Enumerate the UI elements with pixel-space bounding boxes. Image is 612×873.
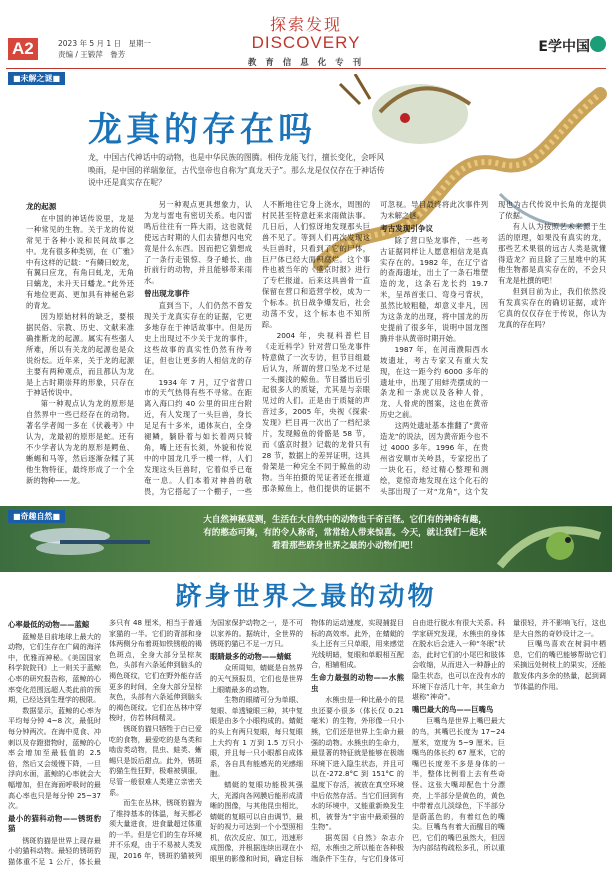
header-divider (6, 68, 606, 69)
section-heading: 考古发现引争议 (380, 223, 434, 233)
paragraph: 生物的眼睛可分为单眼、复眼、单透镜眼三种，其中复眼是由多个小眼构成的。蜻蜓的头上有两只复眼，每只复眼上大约有 1 万到 1.5 万只小眼，并且每一只小眼都自成体系，各自具有能感光的光感细胞。 (210, 695, 303, 779)
issue-editors: 责编 / 王锻萍 鲁芳 (58, 50, 126, 59)
paragraph: 但到目前为止，我们依然没有发真实存在的确切证据，或许它真的仅仅存在于传说，你认为龙真的存在吗？ (498, 287, 606, 329)
paragraph: 而生在丛林，锈斑豹猫为了维持基本的体温，每天都必须大量进食，进食量超过体重的一半。但是它们的生存环境并不乐观，由于不易被人类发现，2016 年，锈斑豹猫被列为国家保护动物之一，是不可以家养的。据统计，全世界的锈斑豹猫已不足一万只。 (109, 618, 303, 861)
paragraph: 巨嘴鸟喜欢在树洞中栖息，它们的嘴巴能够帮助它们采摘远处树枝上的果实，还能散发体内多余的热量，起到调节体温的作用。 (513, 639, 606, 691)
paragraph: 锈斑豹猫只牺牲于白已爱吃的食物，最爱吃的是鸟类和啮齿类动物，昆虫、蛙类、蜥蜴只是饭后甜点。此外，锈斑豹猫生性狂野，极难被驯服，尽管一般很难人类建立亲密关系。 (109, 723, 202, 797)
section-heading: 最小的猫科动物——锈斑豹猫 (8, 813, 101, 834)
paragraph: 蓝鲸是目前地球上最大的动物，它们生存在广阔的海洋中，优雅而神秘。《美国国家科学院院刊》上一则关于蓝鲸心率的研究报告称，蓝鲸的心率变化范围远超人类此前的预期，已经达到生理学的极限。 (8, 631, 101, 705)
paragraph: 蜻蜓的复眼功能极其强大，光源向各网膜后能形成清晰的图像，与其他昆虫相比，蜻蜓的复眼可以自由调节，最好的视力可达到一个小型照相机，依次反应、加工，迅速形成图像，并根据连续出现在小眼里的影像和时间，确定目标物体的运动速度，实现捕捉目标的高效率。此外，在蜻蜓的头上还有三只单眼，用来感觉光线明暗，复眼和单眼相互配合，相辅相成。 (210, 618, 404, 864)
paragraph: 这两处遗址基本推翻了“黄帝造龙”的说法，因为黄帝距今也不过 4000 多年。1996 年，在贵州省安顺市关岭县，专家挖出了一块化石，经过精心整理和测绘，竟惊奇地发现在这个化石的头部出现了一对“龙角”，这个发现也为古代传说中长角的龙提供了依据。 (380, 200, 606, 496)
paragraph: 1934 年 7 月，辽宁省营口市的天气热得有些不寻常。在距离入海口约 40 公里的田庄台附近，有人发现了一头巨兽，身长足足有十多米，通体灰白，全身褪鳞，躺卧着与如长着两只犄角，嘴上还有长须，外貌和传说中的中国龙几乎一模一样，人们发现这头巨兽时，它着似乎已奄奄一息。人们本着对神兽的敬畏，为它搭起了一个棚子，一些人不断地往它身上浇水，周围的村民甚至特意赶来求雨做法事。几日后，人们惊讶地发现那头巨兽不见了。等到人们再次发现这头巨兽时，只看到了它的尸体，巨尸体已经大面积腐烂。这个事件也被当年的《盛京时报》进行了专栏报道。后来这具兽骨一直保留在营口和造营学校，成为一个标本。抗日战争爆发后，社会动荡不安，这个标本也不知所踪。 (144, 200, 370, 496)
paragraph: 另一种观点更具想象力，认为龙与雷电有密切关系。电闪雷鸣后往往有一阵大雨，这也就促使远古时期的人们去猜想闪电究竟是什么东西。因而把它猜想成了一条行走银惊、身子蜷长、曲折前行的动物，并且能够带来雨水。 (144, 200, 252, 286)
section-heading: 曾出现龙事件 (144, 289, 190, 299)
paragraph: 有人认为按照艺术来源于生活的原理，如果没有真实的龙，那些艺术果很的远古人类是就懂得造龙？而且除了三星堆中的其他生物都是真实存在的，不会只有龙是杜撰的吧！ (498, 221, 606, 286)
supplement-tagline: 教 育 信 息 化 专 刊 (247, 58, 365, 68)
article1-lead: 龙，中国古代神话中的动物，也是中华民族的图腾。相传龙能飞行，擅长变化，会呼风唤雨，是中国的祥瑞象征，古代皇帝也自称为“真龙天子”。那么龙是仅仅存在于神话传说中还是真实存在呢？ (88, 153, 385, 187)
article2-title: 跻身世界之最的动物 (175, 582, 437, 612)
paragraph: 直到当下，人们仍然不曾发现关于龙真实存在的证据，它更多地存在于神话故事中。但是历史上出现过不少关于龙的事件，这些故事的真实性仍然有待考证，但也让更多的人相信龙的存在。 (144, 301, 252, 376)
article1-section-tag: ■未解之谜■ (8, 72, 65, 85)
section-heading: 嘴巴最大的鸟——巨嘴鸟 (412, 704, 494, 714)
paragraph: 众所周知，蜻蜓是自然界的天气预报员，它们也是世界上眼睛最多的动物。 (210, 663, 303, 694)
section-title-cn: 探索发现 (269, 15, 342, 34)
section-title-en: DISCOVERY (251, 33, 361, 52)
article1-title: 龙真的存在吗 (88, 110, 316, 150)
issue-date: 2023 年 5 月 1 日 星期一 (58, 39, 152, 48)
article1-body (26, 200, 606, 506)
paragraph: 在中国的神话传说里，龙是一种常见的生物。关于龙的传说常见于各种小说和民间故事之中。龙有很多种类别，在《广雅》中有这样的记载：“有鳞曰蛟龙，有翼曰应龙，有角曰虬龙，无角曰螭龙，未升天曰蟠龙。”此外还有地位更高、更加具有神秘色彩的青龙。 (26, 213, 134, 311)
brand-name: E学中国 (538, 39, 590, 55)
section-heading: 生命力最强的动物——水熊虫 (311, 672, 404, 693)
paragraph: 第一种观点认为龙的原形是自然界中一些已经存在的动物。著名学者闻一多在《伏羲考》中认为，龙最初的原形是蛇。还有不少学者认为龙的原形是鳄鱼、蜥蜴和马等，然后逐渐杂糅了其他生物特征，最终形成了一个全新的物种——龙。 (26, 399, 134, 485)
brand-logo (590, 36, 606, 52)
section-heading: 龙的起源 (26, 202, 57, 211)
paragraph: 巨嘴鸟是世界上嘴巴最大的鸟，其嘴巴长度为 17~24 厘米，宽度为 5~9 厘米。巨嘴鸟的体长约 67 厘米，它的嘴巴长度差不多是身体的一半，整体比例看上去有些奇怪。这张大嘴却配色十分漂亮，上半部分是黄色的，黄色中带着点儿淡绿色，下半部分是蔚蓝色的，有着红色的嘴尖。巨嘴鸟有着大而醒目的嘴巴，它们的嘴巴虽然大，但因为内部结构疏松多孔，所以重量很轻，并不影响飞行，这也是大自然的奇妙设计之一。 (412, 618, 606, 853)
paragraph: 除了营口坠龙事件，一些考古证据同样让人愿意相信龙是真实存在的。1982 年，在辽宁省的查海遗址，出土了一条石堆塑造的龙，这条石龙长约 19.7 米，呈昂首张口、弯身弓背状，虽然比较粗糙，却意义非凡，因为这条龙的出现，将中国龙的历史提前了很多年，说明中国龙图腾并非从黄帝时期开始。 (380, 235, 488, 343)
paragraph: 据英国《自然》杂志介绍，水熊虫之所以能在各种极端条件下生存，与它们身体可自由进行脱水有很大关系。科学家研究发现，水熊虫的身体在脱水后会进入一种“冬眠”状态，此时它们的小尾巴和肢体会收缩，从而进入一种静止的隐生状态，也可以在没有水的环境下存活几十年，其生命力堪称“神奇”。 (311, 618, 505, 864)
paragraph: 数据显示，蓝鲸的心率为平均每分钟 4~8 次，最低时每分钟两次。在海中觅食、冲刺以及存蹬猎物时，蓝鲸的心率会增加至最低值的 2.5 倍，然后又会缓慢下降，一旦浮向水面，蓝鲸的心率就会大幅增加，但在海面呼吸时的最高心率也只是每分钟 25~37 次。 (8, 705, 101, 811)
section-heading: 眼睛最多的动物——蜻蜓 (210, 651, 292, 661)
paragraph: 因为原始材料的缺乏，要根据民俗、宗教、历史、文献来准确推断龙的起源。属实有些强人所难，所以有关龙的起源也是众说纷纭。近年来，关于龙的起源主要有两种观点，而且都认为龙是上古时期崇拜的形象，只存在于神话传说中。 (26, 312, 134, 398)
article2-intro: 大自然神秘莫测，生活在大自然中的动物也千奇百怪。它们有的神奇有趣，有的憨态可掬，有的令人称奇，常常给人带来惊喜。今天，就让我们一起来看看那些跻身世界之最的小动物们吧！ (203, 515, 487, 551)
paragraph: 1987 年，在河南濮阳西水坡遗址，考古专家又有重大发现，在这一距今约 6000 多年的遗址中，出现了用蚌壳摆成的一条龙和一条虎以及各种人骨，龙、人骨虎的图案，这也在黄帝历史之前。 (380, 344, 488, 420)
article2-body (8, 618, 606, 868)
paragraph: 2004 年，央视科普栏目《走近科学》针对营口坠龙事件特意做了一次专访，但节目组最后认为，所谓的营口坠龙不过是一头搁浅的鲸鱼。节目播出后引起很多人的质疑，尤其是与亲眼见过的人们。正是由于质疑的声音过多，2005 年，央视《探索·发现》栏目再一次出了一档纪录片，发现鲸鱼的骨骼是 58 节，而《盛京时报》记载的龙骨只有 28 节，数据上的差异证明，这具骨架是一种完全不同于鲸鱼的动物。当年拍摄的见证者还在报道那条鲸鱼上，他们提供的证据不可忽视。导目最终将此次事件列为未解之谜。 (262, 200, 488, 493)
section-heading: 心率最低的动物——蓝鲸 (8, 620, 90, 629)
page-number-label: A2 (8, 38, 38, 60)
paragraph: 锈斑豹猫是世界上现存最小的猫科动物。最轻的锈斑豹猫体重不足 1 公斤，体长最多只有 48 厘米，相当于普通家猫的一半。它们的背部和身体两侧分布着斑如铁锈般的褐色斑点，全身大部分呈棕灰色，头部有六条延伸到脑头的褐色斑纹，它们在野外能存活更多的时间，全身大部分呈棕灰色，头部有六条延伸到脑头的褐色斑纹。它们在丛林中穿梭时，仿若林间精灵。 (8, 618, 202, 867)
paragraph: 水熊虫是一种比最小的昆虫还要小很多（体长仅 0.21 毫米）的生物，外形像一只小熊，它们还是世界上生命力最强的动物。水熊虫的生命力，最显著的特征就是能够在极端环境下进入隐生状态，并且可以在-272.8°C 到 151°C 的温度下存活，被放在真空环境中后依然存活。当它们回到有水的环境中，又能重新焕发生机，被誉为“宇宙中最顽强的生物”。 (311, 695, 404, 832)
article2-section-tag: ■奇趣自然■ (8, 510, 65, 523)
